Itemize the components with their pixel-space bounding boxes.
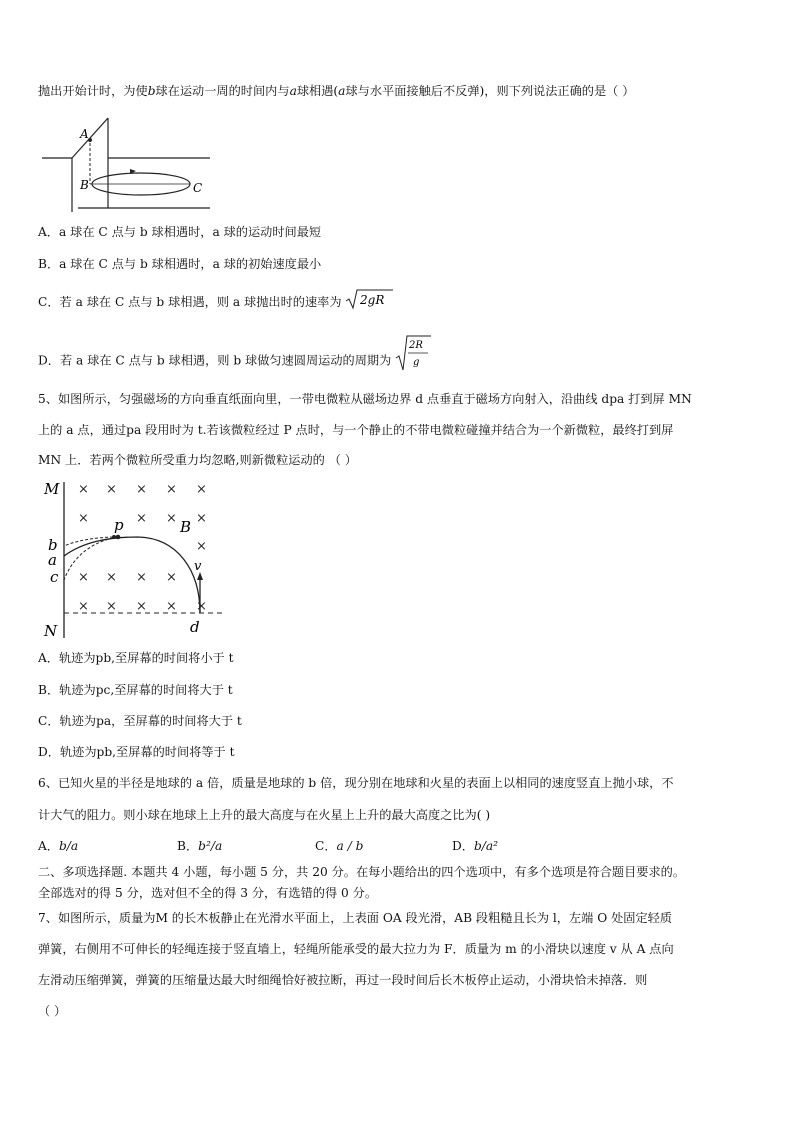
- q4-option-a: [38, 223, 760, 241]
- q4-intro-text: 球与水平面接触后不反弹)，则下列说法正确的是（ ）: [345, 84, 635, 98]
- q5-option-a: [38, 649, 760, 667]
- field-cross: ×: [106, 570, 117, 585]
- option-text: 轨迹为pb,至屏幕的时间将等于 t: [59, 745, 235, 759]
- field-cross: ×: [196, 482, 207, 497]
- q7-text-line1: 7、如图所示，质量为M 的长木板静止在光滑水平面上，上表面 OA 段光滑，AB 段粗糙且长为 l，左端 O 处固定轻质: [38, 911, 673, 925]
- q7-answer-bracket: （ ）: [38, 1004, 67, 1018]
- label-N: N: [44, 622, 58, 640]
- option-letter: A．: [38, 651, 59, 665]
- sqrt-content: 2gR: [360, 293, 385, 307]
- sqrt-expression: [345, 288, 393, 317]
- option-text: 轨迹为pa，至屏幕的时间将大于 t: [59, 714, 242, 728]
- q4-intro-line: [38, 82, 760, 100]
- option-text: a 球在 C 点与 b 球相遇时，a 球的初始速度最小: [59, 257, 322, 271]
- label-C: C: [193, 181, 203, 195]
- option-text: 轨迹为pc,至屏幕的时间将大于 t: [59, 683, 233, 697]
- option-letter: D．: [38, 353, 60, 368]
- option-letter: B．: [177, 839, 199, 853]
- q4-option-b: [38, 255, 760, 273]
- option-letter: D．: [38, 745, 60, 759]
- field-cross: ×: [196, 539, 207, 554]
- label-b: b: [48, 536, 58, 554]
- label-p: p: [114, 516, 124, 534]
- q5-option-d: [38, 743, 760, 761]
- option-text: b/a²: [473, 839, 499, 853]
- field-cross: ×: [106, 599, 117, 614]
- section2-heading-line1: 二、多项选择题. 本题共 4 小题，每小题 5 分，共 20 分。在每小题给出的四个选项中，有多个选项是符合题目要求的。: [38, 865, 686, 879]
- field-cross: ×: [78, 599, 89, 614]
- field-cross: ×: [136, 482, 147, 497]
- option-letter: C．: [38, 295, 60, 309]
- option-letter: D．: [452, 839, 474, 853]
- option-letter: B．: [38, 683, 60, 697]
- field-cross: ×: [196, 511, 207, 526]
- field-cross: ×: [136, 511, 147, 526]
- field-cross: ×: [78, 482, 89, 497]
- q5-option-c: [38, 712, 760, 730]
- q6-option-a: [38, 837, 78, 855]
- sqrt-symbol: [395, 334, 431, 372]
- q7-text-line3: 左滑动压缩弹簧，弹簧的压缩量达最大时细绳恰好被拉断，再过一段时间后长木板停止运动，小滑块恰未掉落．则: [38, 973, 648, 987]
- option-text: 若 a 球在 C 点与 b 球相遇，则 a 球抛出时的速率为: [59, 295, 342, 309]
- q4-intro-text: 抛出开始计时，为使: [38, 84, 148, 98]
- q6-option-c: [315, 837, 363, 855]
- fraction-denominator: g: [413, 357, 420, 368]
- label-B-field: B: [180, 518, 192, 536]
- field-cross: ×: [136, 599, 147, 614]
- q5-option-b: [38, 681, 760, 699]
- field-cross: ×: [136, 570, 147, 585]
- label-a: a: [48, 551, 57, 569]
- option-text: 若 a 球在 C 点与 b 球相遇，则 b 球做匀速圆周运动的周期为: [59, 353, 392, 368]
- section2-heading-line2: 全部选对的得 5 分，选对但不全的得 3 分，有选错的得 0 分。: [38, 886, 378, 900]
- label-c: c: [50, 568, 59, 586]
- option-letter: A．: [38, 225, 59, 239]
- field-cross: ×: [196, 599, 207, 614]
- q5-text-line2: 上的 a 点，通过pa 段用时为 t.若该微粒经过 P 点时，与一个静止的不带电微粒碰撞并结合为一个新微粒，最终打到屏: [38, 423, 674, 437]
- option-text: b/a: [59, 839, 79, 853]
- field-cross: ×: [106, 482, 117, 497]
- q4-intro-text: 球相遇(: [296, 84, 339, 98]
- label-M: M: [44, 480, 60, 498]
- label-A: A: [80, 127, 89, 141]
- label-d: d: [190, 618, 200, 636]
- label-B: B: [80, 178, 89, 192]
- var-a: a: [338, 84, 346, 98]
- field-cross: ×: [166, 570, 177, 585]
- q6-text-line2: 计大气的阻力。则小球在地球上上升的最大高度与在火星上上升的最大高度之比为( ): [38, 808, 491, 822]
- fraction-numerator: 2R: [409, 340, 424, 351]
- q6-option-b: [177, 837, 222, 855]
- option-text: a / b: [336, 839, 364, 853]
- option-letter: B．: [38, 257, 60, 271]
- field-cross: ×: [78, 570, 89, 585]
- field-cross: ×: [78, 511, 89, 526]
- option-text: a 球在 C 点与 b 球相遇时，a 球的运动时间最短: [59, 225, 322, 239]
- option-text: 轨迹为pb,至屏幕的时间将小于 t: [59, 651, 234, 665]
- q7-text-line2: 弹簧，右侧用不可伸长的轻绳连接于竖直墙上，轻绳所能承受的最大拉力为 F．质量为 m 的小滑块以速度 v 从 A 点向: [38, 942, 674, 956]
- sqrt-symbol: [345, 288, 393, 310]
- q4-intro-text: 球在运动一周的时间内与: [155, 84, 290, 98]
- q5-text-line1: 5、如图所示，匀强磁场的方向垂直纸面向里，一带电微粒从磁场边界 d 点垂直于磁场方向射入，沿曲线 dpa 打到屏 MN: [38, 392, 692, 406]
- option-text: b²/a: [198, 839, 223, 853]
- sqrt-fraction-expression: [395, 334, 431, 388]
- figure-ball-circle: [38, 112, 213, 212]
- option-letter: C．: [315, 839, 337, 853]
- var-b: b: [147, 84, 156, 98]
- option-letter: C．: [38, 714, 60, 728]
- q4-option-d: [38, 334, 760, 374]
- q6-text-line1: 6、已知火星的半径是地球的 a 倍，质量是地球的 b 倍，现分别在地球和火星的表面上以相同的速度竖直上抛小球，不: [38, 776, 674, 790]
- var-a: a: [289, 84, 297, 98]
- label-v: v: [194, 559, 202, 574]
- q5-text-line3: MN 上．若两个微粒所受重力均忽略,则新微粒运动的 （ ）: [38, 453, 357, 467]
- figure-magnetic-field: [38, 476, 228, 642]
- field-cross: ×: [166, 599, 177, 614]
- q6-option-d: [452, 837, 498, 855]
- option-letter: A．: [38, 839, 59, 853]
- field-cross: ×: [166, 482, 177, 497]
- q4-option-c: [38, 288, 760, 317]
- field-cross: ×: [166, 511, 177, 526]
